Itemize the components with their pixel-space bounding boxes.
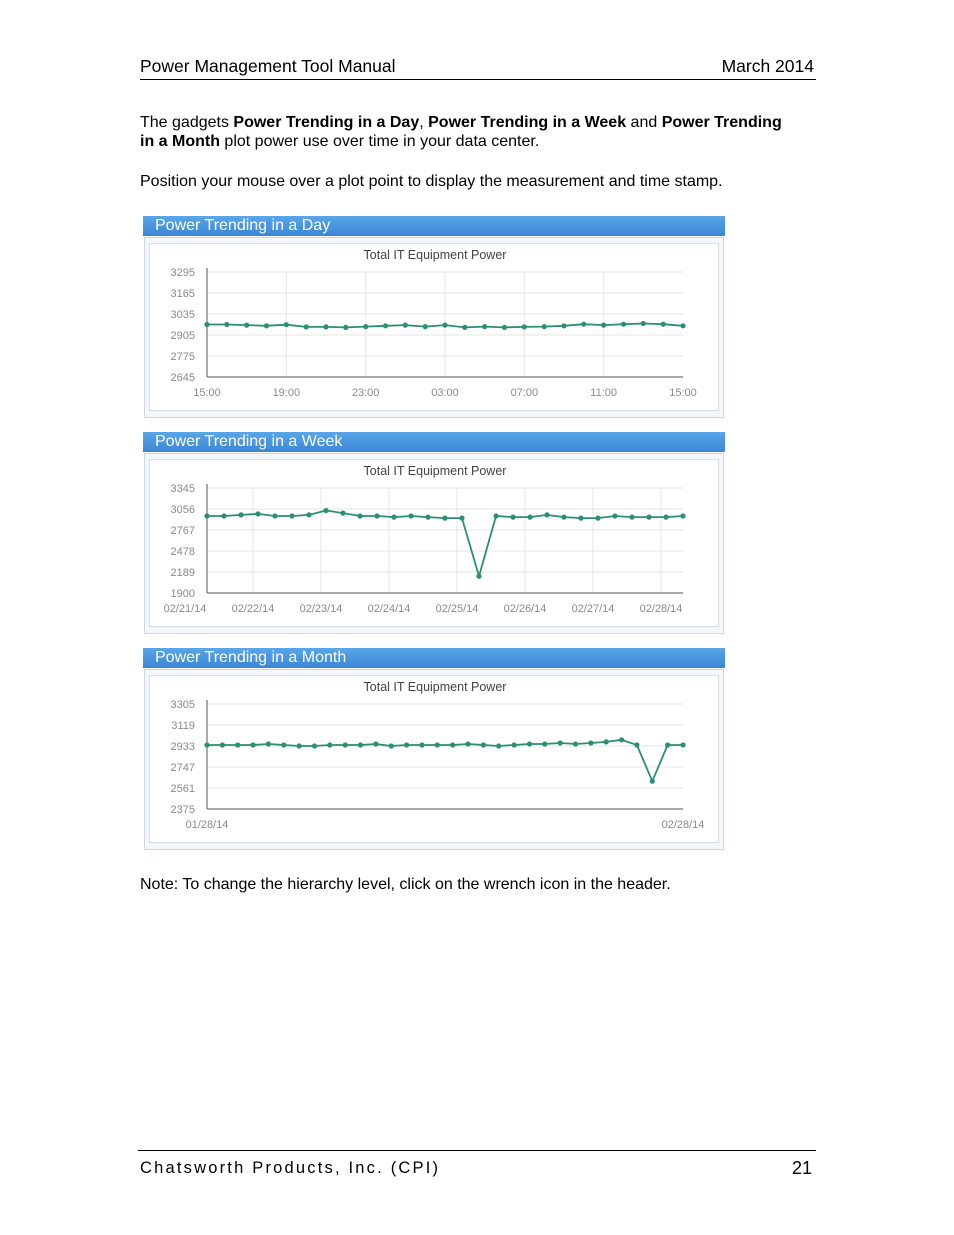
chart-title: Total IT Equipment Power — [363, 248, 507, 262]
data-point — [680, 513, 685, 518]
chart-panel — [149, 243, 719, 411]
y-tick-label: 2775 — [170, 351, 195, 363]
data-point — [573, 741, 578, 746]
data-point — [343, 742, 348, 747]
data-point — [641, 321, 646, 326]
data-point — [435, 742, 440, 747]
x-tick-label: 02/21/14 — [163, 603, 207, 615]
intro-text: and — [626, 114, 662, 131]
page-header — [140, 56, 816, 80]
data-point — [527, 515, 532, 520]
x-tick-label: 02/23/14 — [299, 603, 343, 615]
x-tick-label: 11:00 — [590, 387, 618, 399]
data-point — [663, 515, 668, 520]
data-point — [306, 512, 311, 517]
gadget-body — [144, 237, 724, 418]
data-point — [251, 742, 256, 747]
data-point — [340, 511, 345, 516]
data-point — [281, 742, 286, 747]
data-point — [493, 513, 498, 518]
data-point — [680, 742, 685, 747]
data-point — [255, 511, 260, 516]
intro-text: , — [419, 114, 429, 131]
data-point — [542, 324, 547, 329]
y-tick-label: 2375 — [170, 804, 195, 816]
data-point — [221, 513, 226, 518]
data-point — [522, 324, 527, 329]
x-tick-label: 02/27/14 — [571, 603, 615, 615]
data-point — [389, 743, 394, 748]
data-point — [304, 324, 309, 329]
data-point — [601, 323, 606, 328]
data-point — [595, 516, 600, 521]
x-tick-label: 19:00 — [272, 387, 301, 399]
data-point — [544, 512, 549, 517]
data-point — [289, 513, 294, 518]
data-point — [204, 322, 209, 327]
y-tick-label: 2478 — [170, 546, 195, 558]
data-point — [442, 516, 447, 521]
gadget-body — [144, 453, 724, 634]
gadget-week — [143, 432, 727, 636]
data-point — [612, 513, 617, 518]
data-point — [357, 513, 362, 518]
data-point — [680, 323, 685, 328]
data-point — [244, 323, 249, 328]
data-point — [629, 515, 634, 520]
data-point — [224, 322, 229, 327]
data-point — [238, 512, 243, 517]
y-tick-label: 2905 — [170, 330, 195, 342]
gadget-month — [143, 648, 727, 852]
y-tick-label: 3345 — [170, 483, 195, 495]
gadget-title-bar: Power Trending in a Day — [143, 216, 725, 236]
data-point — [220, 742, 225, 747]
gadget-title-bar: Power Trending in a Month — [143, 648, 725, 668]
x-tick-label: 02/26/14 — [503, 603, 547, 615]
x-tick-label: 02/28/14 — [639, 603, 683, 615]
data-point — [419, 742, 424, 747]
y-tick-label: 3165 — [170, 288, 195, 300]
x-tick-label: 07:00 — [510, 387, 539, 399]
data-point — [425, 515, 430, 520]
y-tick-label: 3035 — [170, 309, 195, 321]
data-point — [459, 516, 464, 521]
x-tick-label: 15:00 — [669, 387, 697, 399]
x-tick-label: 23:00 — [351, 387, 380, 399]
data-point — [561, 515, 566, 520]
data-point — [423, 324, 428, 329]
data-point — [634, 742, 639, 747]
x-tick-label: 01/28/14 — [185, 819, 229, 831]
data-point — [403, 323, 408, 328]
intro-text: The gadgets — [140, 114, 234, 131]
data-point — [450, 742, 455, 747]
data-point — [404, 742, 409, 747]
data-point — [358, 742, 363, 747]
data-point — [476, 574, 481, 579]
x-tick-label: 02/25/14 — [435, 603, 479, 615]
data-point — [327, 742, 332, 747]
manual-date: March 2014 — [721, 56, 814, 76]
gadget-name-day: Power Trending in a Day — [233, 114, 420, 131]
data-point — [604, 739, 609, 744]
data-point — [204, 513, 209, 518]
y-tick-label: 3119 — [171, 720, 195, 732]
y-tick-label: 2767 — [170, 525, 195, 537]
data-point — [323, 508, 328, 513]
y-tick-label: 2189 — [170, 567, 195, 579]
data-point — [235, 742, 240, 747]
data-point — [323, 324, 328, 329]
data-point — [272, 513, 277, 518]
gadget-title-bar: Power Trending in a Week — [143, 432, 725, 452]
data-point — [284, 322, 289, 327]
chart-panel — [149, 459, 719, 627]
chart-title: Total IT Equipment Power — [363, 680, 507, 694]
data-point — [661, 322, 666, 327]
data-point — [462, 325, 467, 330]
data-point — [266, 741, 271, 746]
data-point — [527, 741, 532, 746]
x-tick-label: 02/28/14 — [661, 819, 705, 831]
data-point — [374, 513, 379, 518]
gadget-name-week: Power Trending in a Week — [428, 114, 627, 131]
data-point — [297, 743, 302, 748]
y-tick-label: 2561 — [170, 783, 195, 795]
data-point — [588, 740, 593, 745]
data-point — [558, 740, 563, 745]
data-point — [204, 742, 209, 747]
data-point — [496, 743, 501, 748]
data-point — [343, 325, 348, 330]
intro-paragraph — [140, 113, 800, 151]
company-name: Chatsworth Products, Inc. (CPI) — [140, 1159, 441, 1177]
chart-panel — [149, 675, 719, 843]
data-point — [383, 323, 388, 328]
data-point — [665, 742, 670, 747]
data-point — [482, 324, 487, 329]
data-point — [581, 322, 586, 327]
x-tick-label: 02/22/14 — [231, 603, 275, 615]
data-point — [363, 324, 368, 329]
data-point — [391, 515, 396, 520]
data-point — [510, 515, 515, 520]
data-point — [481, 742, 486, 747]
power-chart-month — [150, 676, 720, 844]
y-tick-label: 2645 — [170, 372, 195, 384]
data-point — [619, 737, 624, 742]
y-tick-label: 3295 — [170, 267, 195, 279]
gadget-body — [144, 669, 724, 850]
power-chart-day — [150, 244, 720, 412]
data-point — [578, 516, 583, 521]
y-tick-label: 1900 — [170, 588, 195, 600]
instruction-paragraph: Position your mouse over a plot point to display the measurement and time stamp. — [140, 173, 723, 190]
data-point — [542, 741, 547, 746]
y-tick-label: 3056 — [170, 504, 195, 516]
data-point — [373, 741, 378, 746]
data-point — [502, 325, 507, 330]
y-tick-label: 2747 — [170, 762, 195, 774]
page-number: 21 — [791, 1158, 812, 1178]
data-point — [408, 513, 413, 518]
data-point — [561, 323, 566, 328]
intro-text: plot power use over time in your data center. — [219, 133, 540, 150]
data-point — [621, 322, 626, 327]
y-tick-label: 2933 — [170, 741, 195, 753]
x-tick-label: 02/24/14 — [367, 603, 411, 615]
data-point — [442, 323, 447, 328]
y-tick-label: 3305 — [170, 699, 195, 711]
x-tick-label: 03:00 — [431, 387, 459, 399]
page-footer — [138, 1150, 816, 1178]
data-point — [646, 515, 651, 520]
note-text: Note: To change the hierarchy level, click on the wrench icon in the header. — [140, 876, 671, 893]
data-point — [312, 743, 317, 748]
power-chart-week — [150, 460, 720, 628]
gadget-name-month: Power Trending in a Month — [140, 114, 782, 150]
data-point — [650, 779, 655, 784]
x-tick-label: 15:00 — [193, 387, 221, 399]
data-point — [465, 741, 470, 746]
manual-title: Power Management Tool Manual — [140, 56, 396, 76]
data-point — [264, 323, 269, 328]
gadget-day — [143, 216, 727, 420]
data-point — [512, 742, 517, 747]
chart-title: Total IT Equipment Power — [363, 464, 507, 478]
